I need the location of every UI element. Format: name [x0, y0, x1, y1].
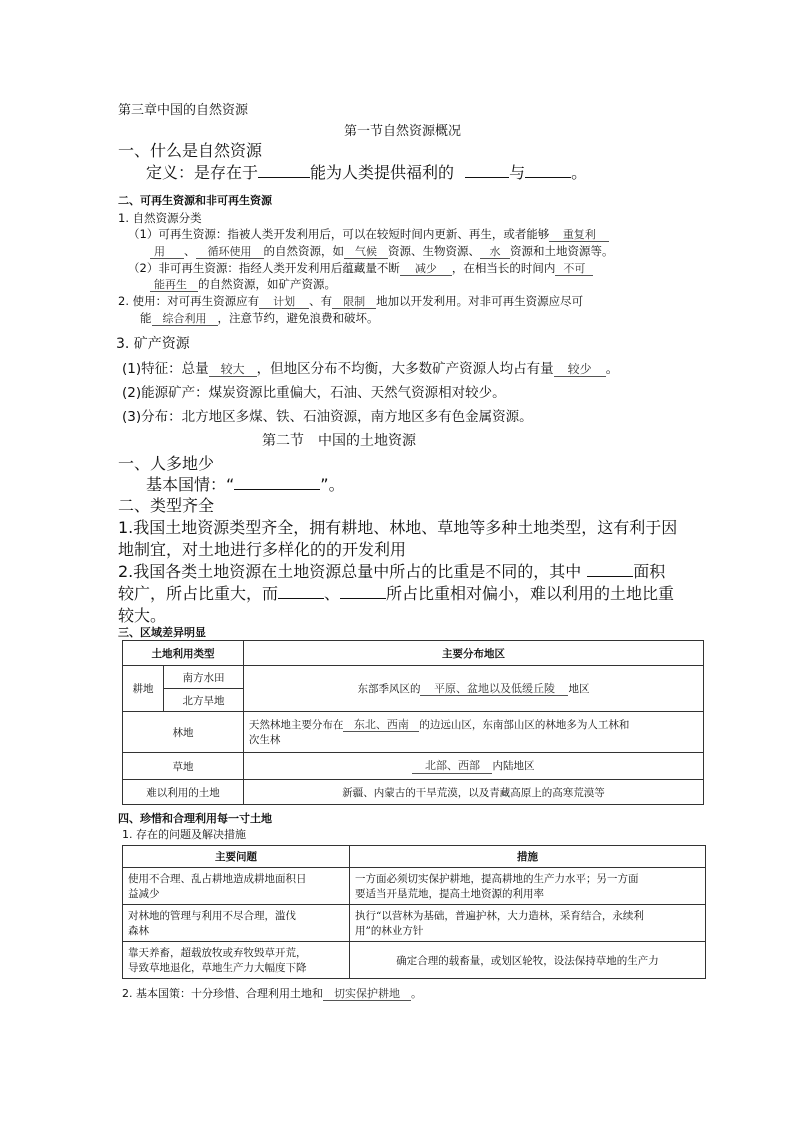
measure-text-2: 要适当开垦荒地，提高土地资源的利用率 [355, 888, 544, 900]
renewable-fill-1b: 用 [150, 246, 184, 259]
land-distribution-table [122, 640, 704, 805]
def-mid: 能为人类提供福利的 [310, 163, 455, 182]
gengdi-region-cell [243, 666, 703, 712]
renewable-fill-1: 重复利 [549, 229, 609, 242]
mineral-fill-2: 较少 [554, 363, 606, 377]
mineral-feature-2: (2)能源矿产：煤炭资源比重偏大，石油、天然气资源相对较少。 [122, 385, 506, 401]
lindi-text-c: 次生林 [248, 734, 281, 747]
lindi-region-cell [243, 712, 703, 753]
def-end: 。 [571, 163, 588, 182]
national-text-b: ”。 [320, 475, 345, 494]
def-blank-1 [258, 161, 310, 178]
problem-text-2: 导致草地退化，草地生产力大幅度下降 [128, 962, 307, 974]
use-text-d: 能 [140, 311, 152, 325]
p2-text-d: 、 [324, 584, 341, 603]
renewable-fill-4: 水 [480, 246, 510, 259]
p4-sub1: 1. 存在的问题及解决措施 [122, 828, 246, 841]
mineral-text-a: (1)特征：总量 [122, 361, 209, 377]
renewable-fill-2: 循环使用 [196, 246, 264, 259]
renewable-fill-3: 气候 [344, 246, 388, 259]
gengdi-fill: 平原、盆地以及低缓丘陵 [420, 683, 568, 696]
p2-text-a: 2.我国各类土地资源在土地资源总量中所占的比重是不同的，其中 [118, 562, 582, 581]
p2-line-4 [118, 581, 674, 604]
table-row [123, 905, 706, 942]
problem-cell [123, 868, 350, 905]
table-row [123, 942, 706, 979]
measure-cell [350, 905, 706, 942]
problems-measures-table [122, 845, 706, 979]
p2-text-b: 面积 [633, 562, 666, 581]
problem-text-1: 靠天养畜，超载放牧或弃牧毁草开荒， [128, 947, 307, 959]
nonrenewable-fill-1: 减少 [400, 263, 452, 276]
p2-line-1: 1.我国土地资源类型齐全，拥有耕地、林地、草地等多种土地类型，这有利于因 [118, 518, 678, 537]
basic-policy-line [122, 985, 422, 1001]
p2-blank-3 [340, 582, 386, 599]
section2-title: 第二节 中国的土地资源 [262, 433, 416, 449]
use-text-e: ，注意节约，避免浪费和破坏。 [217, 311, 379, 325]
problem-text-1: 使用不合理、乱占耕地造成耕地面积日 [128, 873, 307, 885]
def-prefix: 定义：是存在于 [146, 163, 259, 182]
policy-text-b: 。 [411, 987, 422, 1000]
p2-blank-2 [278, 582, 324, 599]
p2-text-e: 所占比重相对偏小，难以利用的土地比重 [386, 584, 675, 603]
nonrenewable-line-2 [150, 276, 336, 292]
problem-cell [123, 905, 350, 942]
renewable-text-d: 资源、生物资源、 [388, 244, 480, 258]
nonrenewable-fill-2b: 能再生 [150, 279, 198, 292]
problem-text-2: 益减少 [128, 888, 160, 900]
part1-heading: 一、什么是自然资源 [118, 141, 263, 160]
use-text-a: 2. 使用：对可再生资源应有 [118, 294, 260, 308]
gengdi-text-a: 东部季风区的 [357, 682, 421, 695]
p2-line-2: 地制宜，对土地进行多样化的的开发利用 [118, 540, 407, 559]
measure-text-1: 执行“以营林为基础，普遍护林，大力造林，采育结合，永续利 [355, 910, 644, 922]
def-and: 与 [509, 163, 526, 182]
nonrenewable-text-c: 的自然资源，如矿产资源。 [198, 277, 336, 291]
row-lindi-label: 林地 [123, 712, 244, 753]
definition-line [146, 160, 587, 183]
section1-title: 第一节自然资源概况 [344, 124, 462, 139]
col-problem: 主要问题 [123, 846, 350, 868]
lindi-fill: 东北、西南 [343, 719, 419, 732]
part2-sub1: 1. 自然资源分类 [118, 211, 202, 225]
caodi-region-cell [243, 753, 703, 780]
nonrenewable-line-1 [128, 260, 593, 276]
part3-heading: 3. 矿产资源 [116, 336, 190, 352]
renewable-text-e: 资源和土地资源等。 [510, 244, 614, 258]
use-fill-3: 综合利用 [152, 313, 218, 326]
renewable-line-2 [150, 243, 614, 259]
south-paddy-cell: 南方水田 [164, 666, 244, 689]
renewable-text-b: 、 [184, 244, 196, 258]
p2-line-3 [118, 559, 665, 582]
basic-national-condition [146, 472, 345, 495]
def-blank-2 [465, 161, 509, 178]
mineral-fill-1: 较大 [209, 363, 257, 377]
national-text-a: 基本国情：“ [146, 475, 235, 494]
row-caodi-label: 草地 [123, 753, 244, 780]
caodi-fill: 北部、西部 [412, 760, 492, 773]
use-fill-1: 计划 [259, 296, 309, 309]
measure-cell [350, 868, 706, 905]
mineral-text-c: 。 [605, 361, 620, 377]
use-fill-2: 限制 [332, 296, 376, 309]
lindi-text-b: 的边远山区，东南部山区的林地多为人工林和 [419, 718, 630, 731]
chapter-title: 第三章中国的自然资源 [118, 103, 249, 118]
p2-text-c: 较广，所占比重大，而 [118, 584, 279, 603]
caodi-text-b: 内陆地区 [492, 760, 535, 773]
use-text-c: 地加以开发利用。对非可再生资源应尽可 [376, 294, 584, 308]
measure-cell [350, 942, 706, 979]
row-gengdi-label: 耕地 [123, 666, 164, 712]
p1-heading: 一、人多地少 [118, 454, 215, 473]
nonrenewable-text-b: ，在相当长的时间内 [451, 261, 556, 275]
row-hard-label: 难以利用的土地 [123, 780, 244, 805]
measure-text-1: 一方面必须切实保护耕地，提高耕地的生产力水平；另一方面 [355, 873, 639, 885]
def-blank-3 [525, 161, 571, 178]
lindi-text-a: 天然林地主要分布在 [248, 718, 344, 731]
mineral-text-b: ，但地区分布不均衡，大多数矿产资源人均占有量 [256, 361, 554, 377]
measure-text-2: 用”的林业方针 [355, 925, 424, 937]
problem-text-1: 对林地的管理与利用不尽合理，滥伐 [128, 910, 296, 922]
hard-region-cell: 新疆、内蒙古的干旱荒漠，以及青藏高原上的高寒荒漠等 [243, 780, 703, 805]
problem-cell [123, 942, 350, 979]
col-main-region: 主要分布地区 [243, 641, 703, 666]
nonrenewable-text-a: （2）非可再生资源：指经人类开发利用后蕴藏量不断 [128, 261, 400, 275]
p2-line-5: 较大。 [118, 606, 167, 625]
use-line-2 [140, 310, 379, 326]
col-measure: 措施 [350, 846, 706, 868]
policy-text-a: 2. 基本国策：十分珍惜、合理利用土地和 [122, 987, 323, 1000]
policy-fill: 切实保护耕地 [323, 988, 411, 1001]
part2-heading: 二、可再生资源和非可再生资源 [118, 194, 272, 207]
renewable-text-a: （1）可再生资源：指被人类开发利用后，可以在较短时间内更新、再生，或者能够 [128, 227, 550, 241]
renewable-line-1 [128, 226, 609, 242]
national-blank [234, 473, 320, 490]
north-dry-cell: 北方旱地 [164, 689, 244, 712]
renewable-text-c: 的自然资源，如 [263, 244, 344, 258]
gengdi-text-b: 地区 [568, 682, 590, 695]
use-line-1 [118, 293, 583, 309]
nonrenewable-fill-2: 不可 [555, 263, 593, 276]
measure-text-1: 确定合理的载畜量，或划区轮牧，设法保持草地的生产力 [396, 954, 659, 967]
p2-blank-1 [587, 560, 633, 577]
use-text-b: 、有 [309, 294, 333, 308]
mineral-feature-1 [122, 357, 619, 377]
p2-heading: 二、类型齐全 [118, 496, 215, 515]
p3-heading: 三、区域差异明显 [118, 626, 206, 639]
col-land-type: 土地利用类型 [123, 641, 244, 666]
table-row [123, 868, 706, 905]
mineral-feature-3: (3)分布：北方地区多煤、铁、石油资源，南方地区多有色金属资源。 [122, 409, 533, 425]
p4-heading: 四、珍惜和合理利用每一寸土地 [118, 812, 272, 825]
problem-text-2: 森林 [128, 925, 149, 937]
